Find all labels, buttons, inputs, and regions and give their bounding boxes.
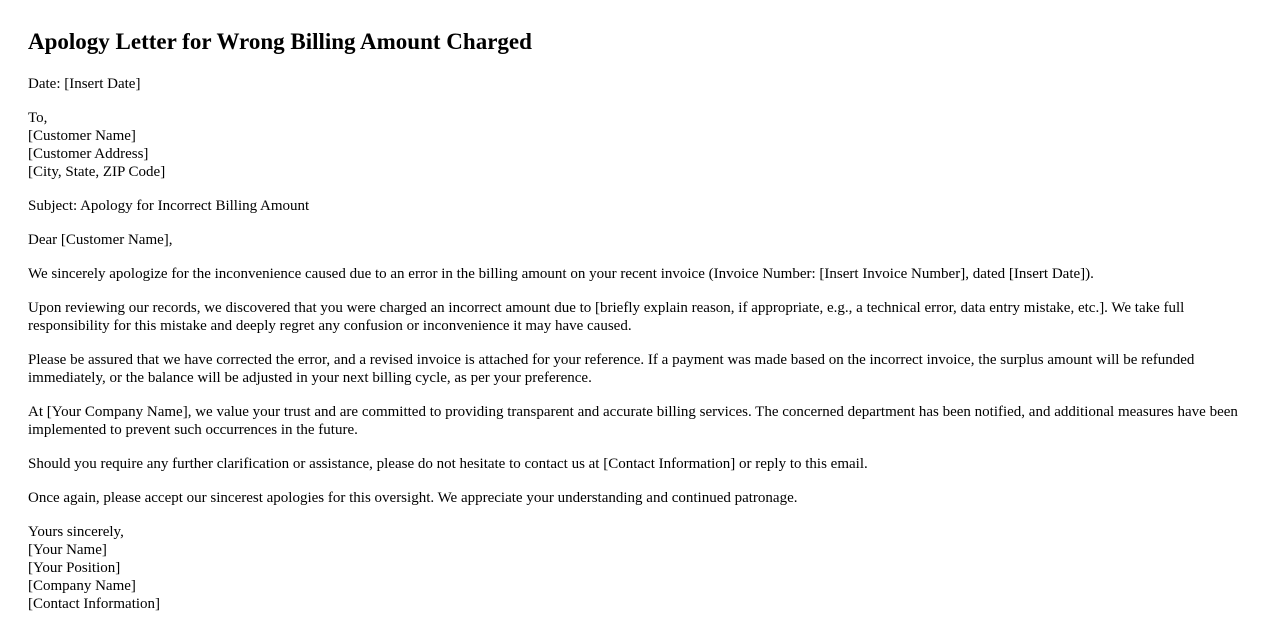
closing-block (28, 523, 1248, 613)
closing-contact: [Contact Information] (28, 596, 161, 612)
salutation: Dear [Customer Name], (28, 232, 173, 248)
body-paragraph: Should you require any further clarification or assistance, please do not hesitate to contact us at [Contact Information] or reply to this email. (28, 456, 868, 472)
body-paragraph: Please be assured that we have corrected the error, and a revised invoice is attached for your reference. If a payment was made based on the incorrect invoice, the surplus amount will be refunded immediately, or the balance will be adjusted in your next billing cycle, as per your preference. (28, 352, 1195, 386)
letter-title: Apology Letter for Wrong Billing Amount Charged (28, 29, 532, 54)
body-paragraph: Upon reviewing our records, we discovered that you were charged an incorrect amount due to [briefly explain reason, if appropriate, e.g., a technical error, data entry mistake, etc.]. We take full responsibility for this mistake and deeply regret any confusion or inconvenience it may have caused. (28, 300, 1185, 334)
closing-company: [Company Name] (28, 578, 136, 594)
date-line: Date: [Insert Date] (28, 76, 141, 92)
body-paragraph: Once again, please accept our sincerest apologies for this oversight. We appreciate your understanding and continued patronage. (28, 490, 798, 506)
recipient-name: [Customer Name] (28, 128, 136, 144)
closing-name: [Your Name] (28, 542, 107, 558)
recipient-address: [Customer Address] (28, 146, 149, 162)
body-paragraph: We sincerely apologize for the inconvenience caused due to an error in the billing amount on your recent invoice (Invoice Number: [Insert Invoice Number], dated [Insert Date]). (28, 266, 1094, 282)
body-paragraph: At [Your Company Name], we value your trust and are committed to providing transparent and accurate billing services. The concerned department has been notified, and additional measures have been implemented to prevent such occurrences in the future. (28, 404, 1238, 438)
recipient-to: To, (28, 110, 48, 126)
letter (28, 0, 1248, 629)
closing-signoff: Yours sincerely, (28, 524, 124, 540)
recipient-city: [City, State, ZIP Code] (28, 164, 166, 180)
subject-line: Subject: Apology for Incorrect Billing Amount (28, 198, 310, 214)
closing-position: [Your Position] (28, 560, 121, 576)
recipient-block (28, 109, 1248, 181)
